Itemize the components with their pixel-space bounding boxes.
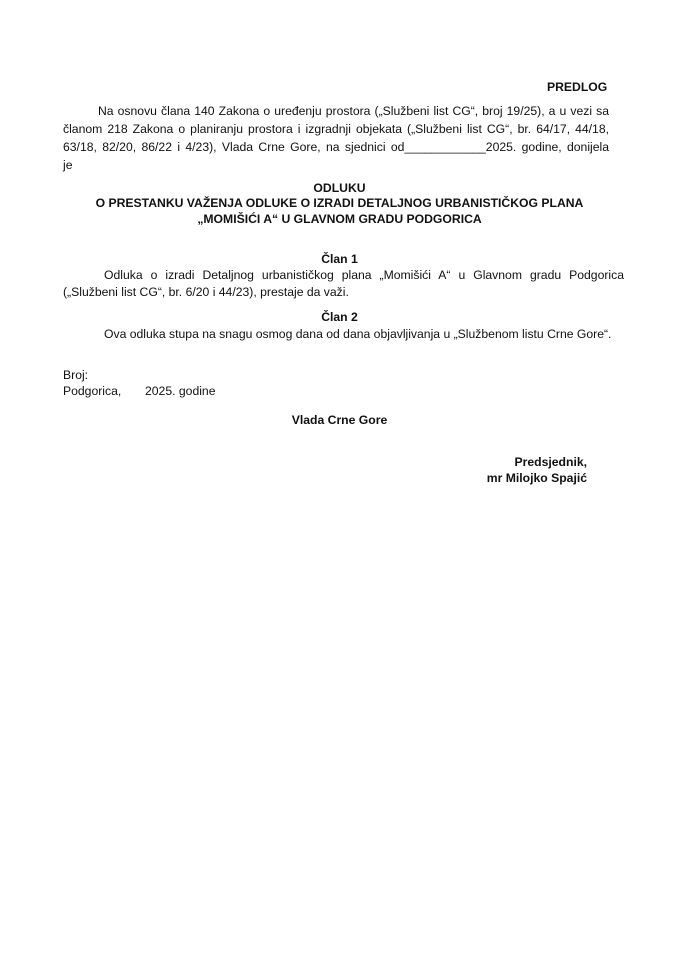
preamble-line-1: Na osnovu člana 140 Zakona o uređenju prostora („Službeni list CG“, broj 19/25), a u vezi sa: [98, 104, 609, 118]
issuer-name: Vlada Crne Gore: [291, 413, 388, 427]
signatory-title: Predsjednik,: [514, 455, 587, 469]
article-1-heading: Član 1: [321, 252, 358, 266]
title-line-3: „MOMIŠIĆI A“ U GLAVNOM GRADU PODGORICA: [197, 212, 482, 226]
date-label: 2025. godine: [145, 384, 216, 398]
article-1-line-2: („Službeni list CG“, br. 6/20 i 44/23), prestaje da važi.: [63, 285, 349, 299]
place-label: Podgorica,: [63, 384, 122, 398]
article-2-heading: Član 2: [321, 310, 358, 324]
title-line-2: O PRESTANKU VAŽENJA ODLUKE O IZRADI DETALJNOG URBANISTIČKOG PLANA: [95, 196, 584, 210]
article-2-line-1: Ova odluka stupa na snagu osmog dana od dana objavljivanja u „Službenom listu Crne Gore“.: [104, 327, 612, 341]
title-line-1: ODLUKU: [313, 181, 366, 195]
preamble-line-2: članom 218 Zakona o planiranju prostora i izgradnji objekata („Službeni list CG“, br. 64/17, 44/18,: [63, 122, 609, 136]
preamble-line-4: je: [63, 158, 73, 172]
signatory-name: mr Milojko Spajić: [486, 471, 587, 485]
article-1-line-1: Odluka o izradi Detaljnog urbanističkog plana „Momišići A“ u Glavnom gradu Podgorica: [104, 268, 624, 282]
document-label: PREDLOG: [547, 80, 608, 94]
document-number-label: Broj:: [63, 368, 89, 382]
preamble-line-3: 63/18, 82/20, 86/22 i 4/23), Vlada Crne Gore, na sjednici od____________2025. godine, donijela: [63, 140, 609, 154]
